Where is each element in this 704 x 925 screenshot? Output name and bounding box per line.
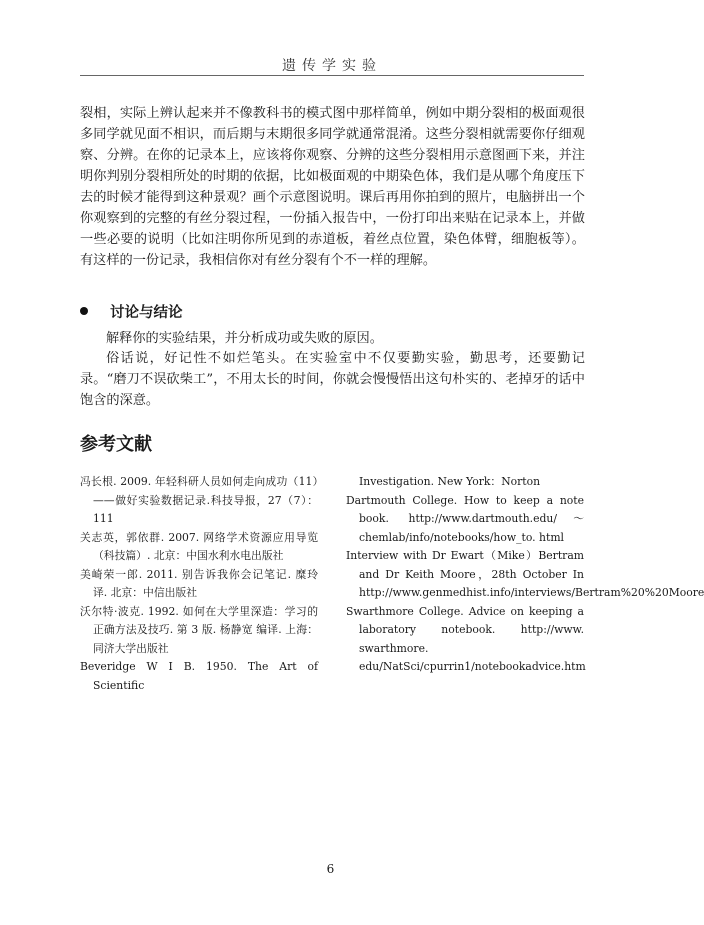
reference-entry: 冯长根. 2009. 年轻科研人员如何走向成功（11）——做好实验数据记录.科技导报，27（7）：111 bbox=[80, 475, 318, 525]
section-heading bbox=[80, 301, 183, 322]
reference-entry: 美崎荣一郎. 2011. 别告诉我你会记笔记. 糜玲 译. 北京：中信出版社 bbox=[80, 567, 318, 599]
bullet-icon bbox=[80, 307, 88, 315]
reference-entry-continuation: Investigation. New York：Norton bbox=[359, 475, 541, 488]
references-column-left bbox=[80, 473, 318, 695]
section-heading-text: 讨论与结论 bbox=[110, 304, 183, 321]
reference-entry: 关志英，郭依群. 2007. 网络学术资源应用导览（科技篇）. 北京：中国水利水电出版社 bbox=[80, 530, 318, 562]
body-paragraph: 解释你的实验结果，并分析成功或失败的原因。 bbox=[106, 331, 383, 346]
reference-entry: 沃尔特·波克. 1992. 如何在大学里深造：学习的正确方法及技巧. 第 3 版. 杨静宽 编译. 上海：同济大学出版社 bbox=[80, 604, 318, 655]
running-header: 遗传学实验 bbox=[282, 58, 382, 74]
reference-entry: Beveridge W I B. 1950. The Art of Scientific bbox=[80, 660, 318, 692]
reference-entry: Swarthmore College. Advice on keeping a laboratory notebook. http://www. swarthmore. edu/NatSci/cpurrin1/notebookadvice.htm bbox=[346, 604, 586, 673]
references-title: 参考文献 bbox=[80, 434, 152, 455]
header-rule bbox=[80, 75, 584, 76]
body-paragraph: 俗话说，好记性不如烂笔头。在实验室中不仅要勤实验，勤思考，还要勤记录。“磨刀不误砍柴工”，不用太长的时间，你就会慢慢悟出这句朴实的、老掉牙的话中饱含的深意。 bbox=[80, 351, 585, 408]
reference-entry: Interview with Dr Ewart（Mike）Bertram and Dr Keith Moore，28th October In http://www.genmedhist.info/interviews/Bertram%20%20Moore bbox=[346, 549, 704, 599]
page-number: 6 bbox=[326, 862, 335, 876]
references-column-right bbox=[346, 473, 704, 677]
body-paragraph: 裂相，实际上辨认起来并不像教科书的模式图中那样简单，例如中期分裂相的极面观很多同学就见面不相识，而后期与末期很多同学就通常混淆。这些分裂相就需要你仔细观察、分辨。在你的记录本上，应该将你观察、分辨的这些分裂相用示意图画下来，并注明你判别分裂相所处的时期的依据，比如极面观的中期染色体，我们是从哪个角度压下去的时候才能得到这种景观？画个示意图说明。课后再用你拍到的照片，电脑拼出一个你观察到的完整的有丝分裂过程，一份插入报告中，一份打印出来贴在记录本上，并做一些必要的说明（比如注明你所见到的赤道板，着丝点位置，染色体臂，细胞板等）。有这样的一份记录，我相信你对有丝分裂有个不一样的理解。 bbox=[80, 106, 585, 268]
reference-entry: Dartmouth College. How to keep a note book. http://www.dartmouth.edu/～chemlab/info/notebooks/how_to. html bbox=[346, 493, 584, 544]
